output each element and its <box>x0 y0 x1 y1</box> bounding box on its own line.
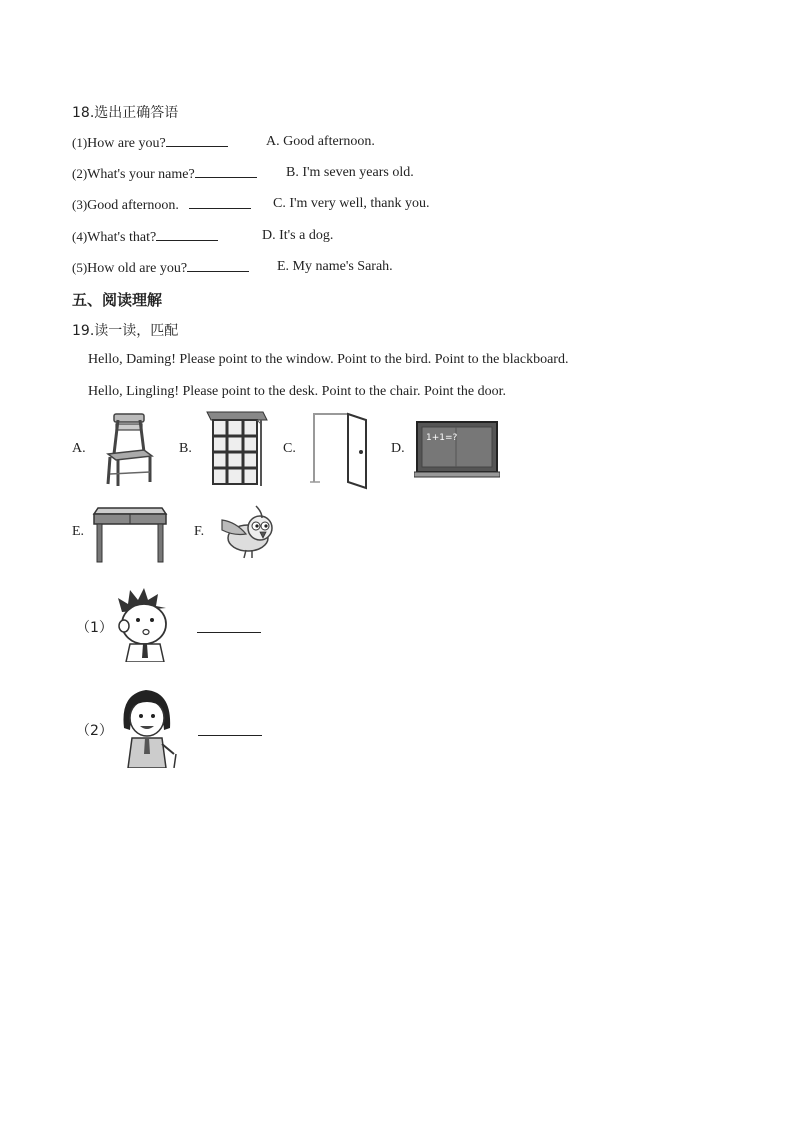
q18-option-e: E. My name's Sarah. <box>277 259 393 274</box>
answer-blank[interactable] <box>187 259 249 272</box>
option-label-a: A. <box>72 441 86 456</box>
answer-num-1: （1） <box>76 620 113 636</box>
option-label-c: C. <box>283 441 296 456</box>
q18-item-num: (4) <box>72 229 88 244</box>
q18-item-num: (1) <box>72 135 88 150</box>
answer-blank[interactable] <box>189 196 251 209</box>
q18-item-1 <box>72 134 228 152</box>
answer-blank[interactable] <box>166 134 228 147</box>
q18-option-d: D. It's a dog. <box>262 228 334 243</box>
q18-item-num: (5) <box>72 260 88 275</box>
blackboard-text: 1+1=? <box>426 433 458 443</box>
door-icon <box>308 410 372 490</box>
option-label-b: B. <box>179 441 192 456</box>
answer-blank[interactable] <box>195 165 257 178</box>
girl-lingling-icon <box>112 684 182 768</box>
q18-item-3 <box>72 196 251 214</box>
q18-item-question: What's your name? <box>87 167 195 182</box>
section-title: 五、阅读理解 <box>72 291 163 309</box>
q18-option-a: A. Good afternoon. <box>266 134 375 149</box>
q18-option-c: C. I'm very well, thank you. <box>273 196 430 211</box>
q18-item-question: What's that? <box>87 230 157 245</box>
option-label-f: F. <box>194 524 205 539</box>
chair-icon <box>100 410 156 488</box>
boy-daming-icon <box>112 586 178 662</box>
q19-text-line-2: Hello, Lingling! Please point to the desk. Point to the chair. Point the door. <box>88 384 507 399</box>
answer-blank-1[interactable] <box>197 620 261 633</box>
blackboard-icon <box>414 420 500 480</box>
q18-title: 18.选出正确答语 <box>72 105 179 121</box>
q18-item-4 <box>72 228 218 246</box>
desk-icon <box>92 504 168 564</box>
option-label-e: E. <box>72 524 85 539</box>
q19-title: 19.读一读，匹配 <box>72 323 179 339</box>
q19-text-line-1: Hello, Daming! Please point to the window. Point to the bird. Point to the blackboard. <box>88 352 569 367</box>
bird-icon <box>216 502 278 562</box>
q18-item-5 <box>72 259 249 277</box>
q18-item-question: How are you? <box>87 136 166 151</box>
q18-option-b: B. I'm seven years old. <box>286 165 414 180</box>
q18-item-question: Good afternoon. <box>87 198 179 213</box>
q18-item-question: How old are you? <box>87 261 188 276</box>
answer-blank[interactable] <box>156 228 218 241</box>
option-label-d: D. <box>391 441 405 456</box>
window-icon <box>205 408 269 488</box>
answer-num-2: （2） <box>76 723 113 739</box>
q18-item-num: (3) <box>72 197 88 212</box>
q18-item-num: (2) <box>72 166 88 181</box>
q18-item-2 <box>72 165 257 183</box>
answer-blank-2[interactable] <box>198 723 262 736</box>
